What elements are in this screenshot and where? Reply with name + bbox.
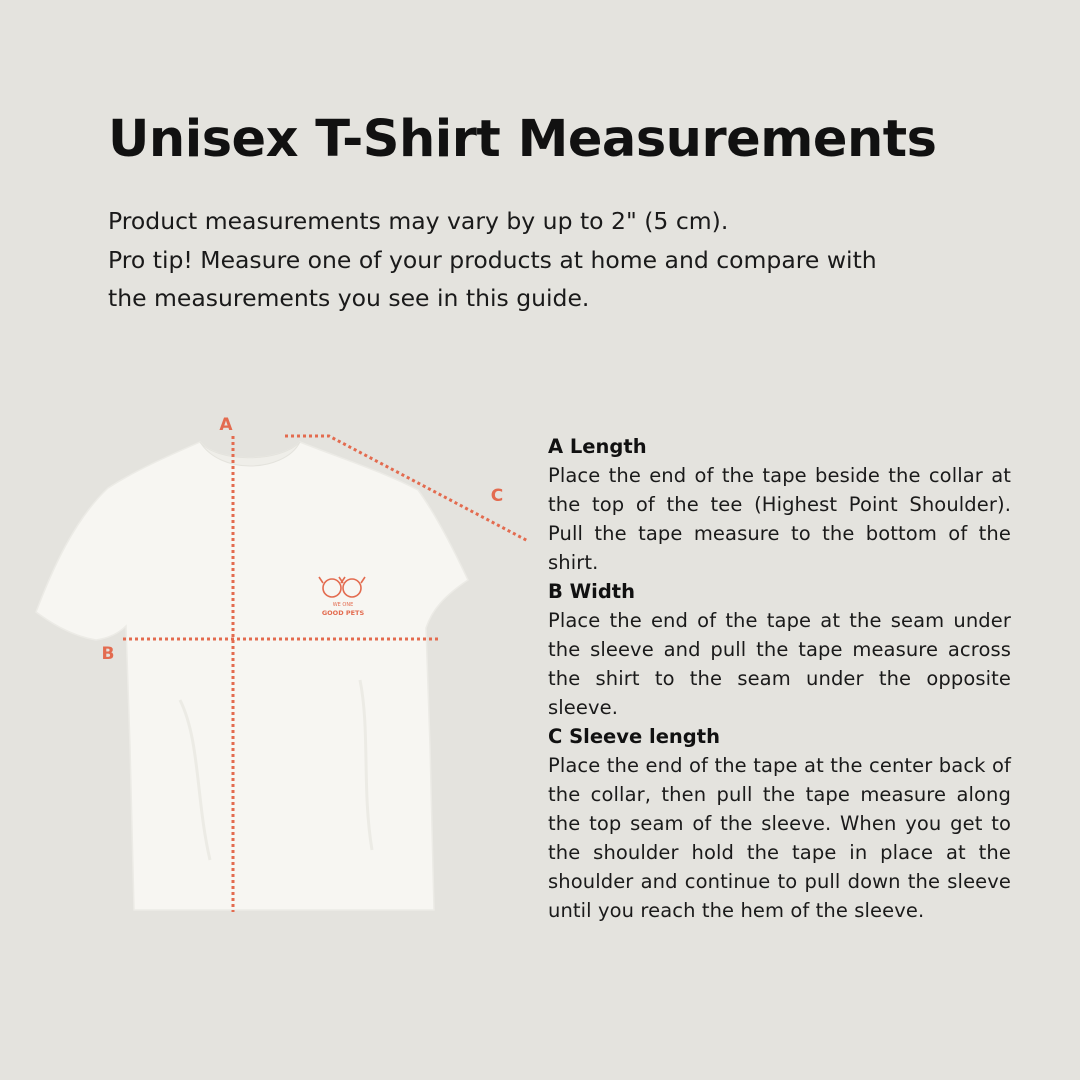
guide-heading-length: A Length: [548, 435, 647, 458]
measurement-guide: [548, 432, 1011, 925]
logo-text-top: WE ONE: [332, 602, 354, 608]
guide-heading-width: B Width: [548, 580, 636, 603]
intro-text: [108, 202, 988, 318]
intro-line: the measurements you see in this guide.: [108, 284, 590, 312]
marker-a: A: [219, 415, 233, 435]
tshirt-diagram-svg: [0, 400, 540, 940]
guide-heading-sleeve: C Sleeve length: [548, 725, 720, 748]
marker-b: B: [101, 644, 115, 664]
intro-line: Product measurements may vary by up to 2" (5 cm).: [108, 207, 729, 235]
intro-line: Pro tip! Measure one of your products at home and compare with: [108, 245, 877, 274]
tshirt-shape: [36, 442, 468, 910]
page-title: Unisex T-Shirt Measurements: [108, 110, 937, 169]
tshirt-diagram: [0, 400, 540, 940]
guide-text-sleeve: Place the end of the tape at the center back of the collar, then pull the tape measure along the top seam of the sleeve. When you get to the shoulder hold the tape in place at the shoulder and continue to pull down the sleeve until you reach the hem of the sleeve.: [548, 754, 1011, 922]
guide-text-length: Place the end of the tape beside the collar at the top of the tee (Highest Point Shoulder). Pull the tape measure to the bottom of the shirt.: [548, 464, 1011, 574]
logo-text-bottom: GOOD PETS: [321, 609, 365, 617]
marker-c: C: [490, 486, 504, 506]
guide-text-width: Place the end of the tape at the seam under the sleeve and pull the tape measure across the shirt to the seam under the opposite sleeve.: [548, 609, 1011, 719]
